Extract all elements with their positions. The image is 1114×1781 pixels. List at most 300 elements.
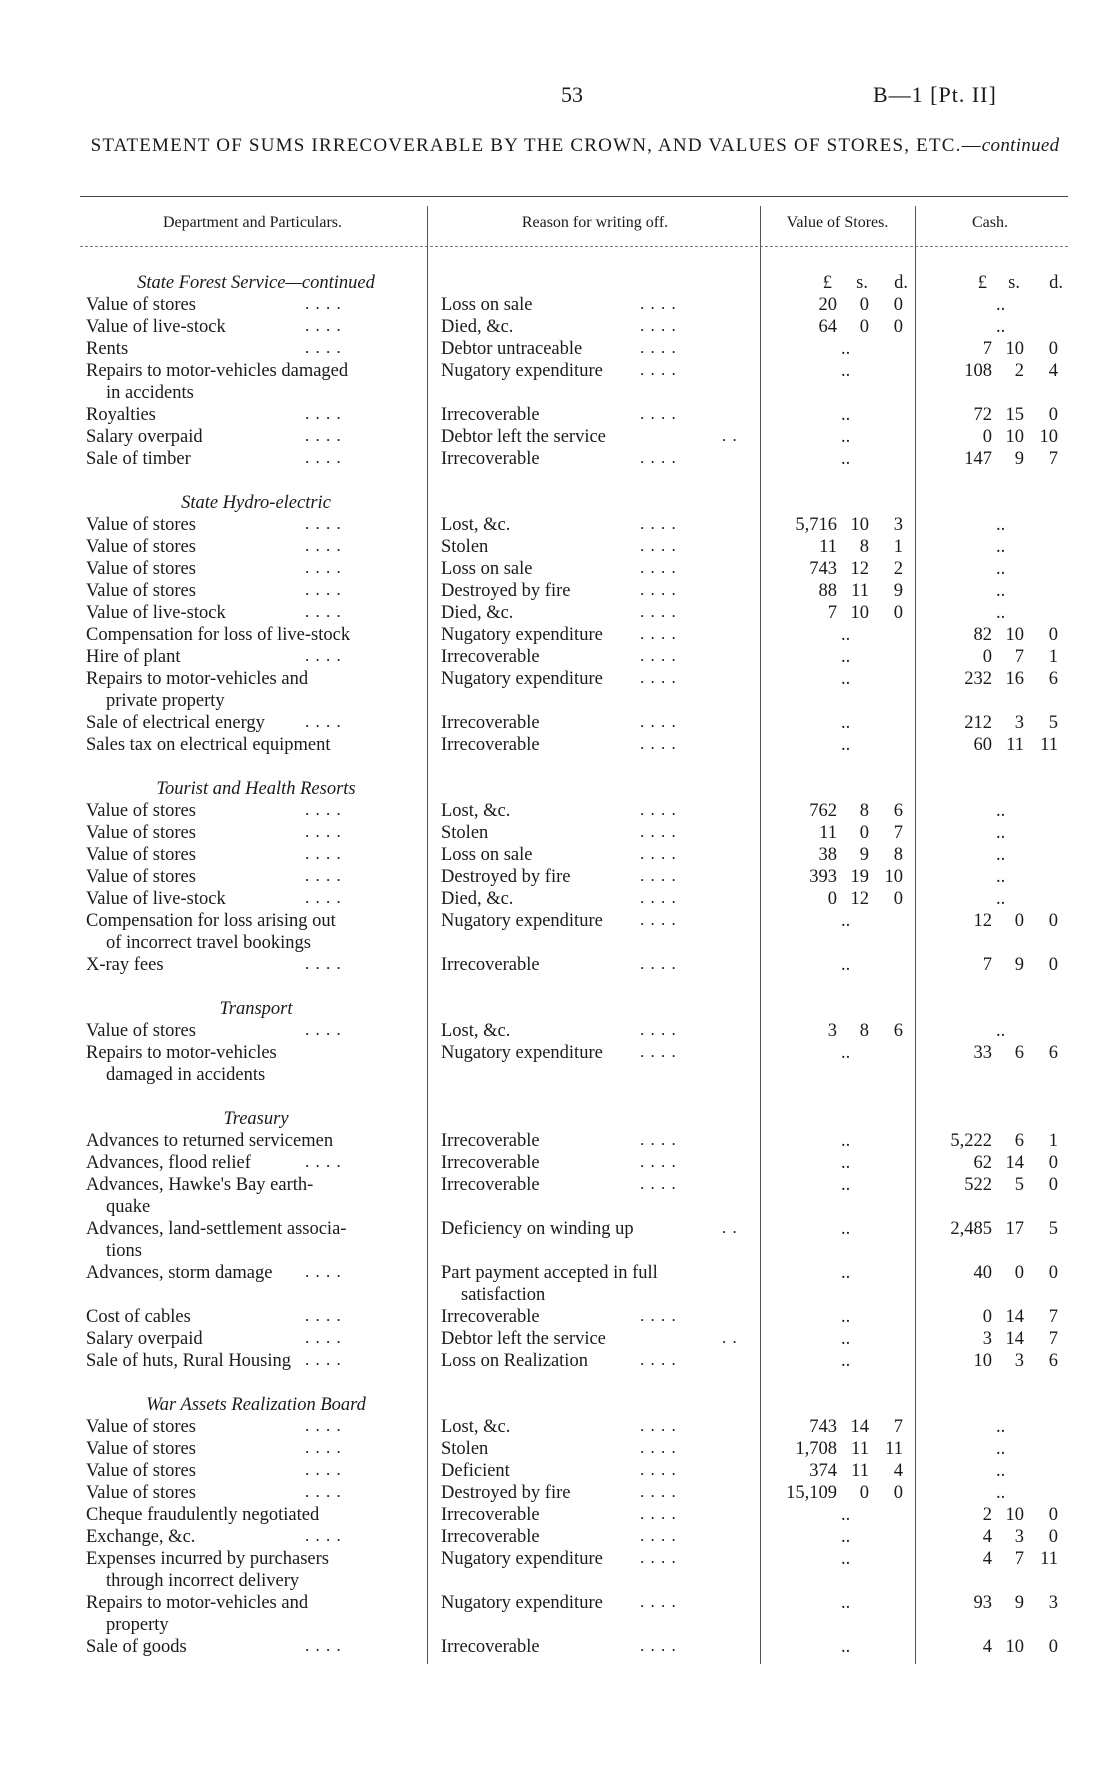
cash-pence: 0 [1048, 339, 1058, 359]
leader-dots: . . . . [305, 646, 342, 665]
stores-shillings: 19 [850, 867, 869, 887]
row-particulars: Value of live-stock [86, 889, 226, 909]
stores-pence-unit: d. [894, 273, 908, 293]
row-reason: Irrecoverable [441, 713, 540, 733]
cash-pounds: 147 [964, 449, 992, 469]
stores-pounds: 762 [809, 801, 837, 821]
row-reason: Destroyed by fire [441, 867, 571, 887]
section-heading: State Hydro-electric [181, 493, 331, 513]
stores-pounds: 393 [809, 867, 837, 887]
stores-pounds: 88 [818, 581, 837, 601]
stores-pounds: 374 [809, 1461, 837, 1481]
leader-dots: . . . . [305, 404, 342, 423]
row-particulars: Value of stores [86, 537, 196, 557]
leader-dots: . . . . [640, 624, 677, 643]
stores-pence: 0 [893, 1483, 903, 1503]
row-reason: Nugatory expenditure [441, 911, 603, 931]
header-bottom-rule [80, 246, 1068, 247]
stores-empty: .. [841, 647, 851, 667]
row-particulars: Repairs to motor-vehicles and [86, 1593, 309, 1613]
cash-shillings: 2 [1014, 361, 1024, 381]
stores-pounds: 743 [809, 1417, 837, 1437]
row-reason: Irrecoverable [441, 1175, 540, 1195]
stores-empty: .. [841, 1527, 851, 1547]
cash-pounds: 12 [973, 911, 992, 931]
row-particulars: Expenses incurred by purchasers [86, 1549, 329, 1569]
cash-pence: 6 [1048, 669, 1058, 689]
leader-dots: . . . . [305, 844, 342, 863]
cash-shillings: 14 [1005, 1329, 1024, 1349]
cash-empty: .. [996, 845, 1006, 865]
leader-dots: . . . . [640, 1306, 677, 1325]
stores-pence: 0 [893, 295, 903, 315]
cash-pence: 5 [1048, 713, 1058, 733]
row-reason: Loss on sale [441, 845, 533, 865]
cash-pounds: 82 [973, 625, 992, 645]
cash-shillings: 14 [1005, 1307, 1024, 1327]
row-reason-continued: satisfaction [461, 1285, 546, 1305]
cash-pence: 0 [1048, 405, 1058, 425]
leader-dots: . . . . [640, 1548, 677, 1567]
leader-dots: . . . . [305, 1526, 342, 1545]
stores-shillings: 12 [850, 559, 869, 579]
leader-dots: . . . . [640, 1152, 677, 1171]
cash-empty: .. [996, 537, 1006, 557]
cash-shillings: 10 [1005, 427, 1024, 447]
row-reason: Debtor untraceable [441, 339, 583, 359]
row-particulars-continued: of incorrect travel bookings [106, 933, 311, 953]
stores-pounds: 15,109 [786, 1483, 837, 1503]
leader-dots: . . . . [305, 1482, 342, 1501]
leader-dots: . . . . [640, 536, 677, 555]
cash-shillings: 3 [1014, 1351, 1024, 1371]
statement-title [80, 135, 1070, 157]
stores-pence: 0 [893, 317, 903, 337]
stores-pounds: 0 [827, 889, 837, 909]
row-particulars: Advances to returned servicemen [86, 1131, 334, 1151]
stores-pence: 0 [893, 603, 903, 623]
row-reason: Irrecoverable [441, 449, 540, 469]
row-particulars: Value of stores [86, 823, 196, 843]
cash-pounds: 522 [964, 1175, 992, 1195]
row-particulars: Advances, land-settlement associa- [86, 1219, 347, 1239]
leader-dots: . . . . [305, 1306, 342, 1325]
leader-dots: . . . . [640, 1020, 677, 1039]
row-reason: Nugatory expenditure [441, 1593, 603, 1613]
cash-pounds: 232 [964, 669, 992, 689]
stores-empty: .. [841, 1131, 851, 1151]
leader-dots: . . . . [640, 558, 677, 577]
stores-pence: 10 [884, 867, 903, 887]
stores-pence: 7 [893, 1417, 903, 1437]
cash-pounds: 7 [982, 955, 992, 975]
leader-dots: . . . . [640, 1350, 677, 1369]
leader-dots: . . . . [640, 954, 677, 973]
stores-shillings: 11 [851, 1461, 869, 1481]
cash-pounds: 60 [973, 735, 992, 755]
row-particulars: Compensation for loss arising out [86, 911, 336, 931]
stores-empty: .. [841, 713, 851, 733]
cash-shillings: 3 [1014, 713, 1024, 733]
row-particulars: Salary overpaid [86, 427, 203, 447]
section-heading: War Assets Realization Board [146, 1395, 366, 1415]
row-particulars-continued: private property [106, 691, 225, 711]
row-particulars-continued: property [106, 1615, 169, 1635]
row-reason: Nugatory expenditure [441, 1043, 603, 1063]
leader-dots: . . . . [640, 1460, 677, 1479]
stores-pence: 0 [893, 889, 903, 909]
leader-dots: . . . . [640, 712, 677, 731]
cash-shillings: 10 [1005, 1505, 1024, 1525]
column-header-reason: Reason for writing off. [521, 214, 669, 231]
stores-shillings: 12 [850, 889, 869, 909]
stores-empty: .. [841, 339, 851, 359]
leader-dots: . . . . [305, 338, 342, 357]
cash-empty: .. [996, 1417, 1006, 1437]
cash-pence: 6 [1048, 1043, 1058, 1063]
stores-empty: .. [841, 911, 851, 931]
cash-empty: .. [996, 1439, 1006, 1459]
cash-pounds: 72 [973, 405, 992, 425]
row-reason: Stolen [441, 537, 489, 557]
statement-title-continued: continued [981, 135, 1060, 156]
leader-dots: . . . . [640, 448, 677, 467]
row-reason: Stolen [441, 823, 489, 843]
leader-dots: . . [722, 426, 738, 445]
row-particulars: Royalties [86, 405, 156, 425]
leader-dots: . . . . [640, 294, 677, 313]
row-particulars: Salary overpaid [86, 1329, 203, 1349]
stores-shillings: 0 [859, 823, 869, 843]
cash-shillings: 3 [1014, 1527, 1024, 1547]
cash-pounds: 2 [982, 1505, 992, 1525]
cash-shillings: 14 [1005, 1153, 1024, 1173]
row-particulars-continued: through incorrect delivery [106, 1571, 300, 1591]
row-particulars: Cost of cables [86, 1307, 191, 1327]
cash-shillings: 7 [1014, 1549, 1024, 1569]
leader-dots: . . . . [305, 1438, 342, 1457]
stores-empty: .. [841, 427, 851, 447]
leader-dots: . . . . [640, 844, 677, 863]
row-particulars: Repairs to motor-vehicles damaged [86, 361, 349, 381]
stores-pence: 2 [893, 559, 903, 579]
cash-pence: 6 [1048, 1351, 1058, 1371]
leader-dots: . . . . [305, 602, 342, 621]
leader-dots: . . . . [640, 1042, 677, 1061]
cash-shillings: 0 [1014, 1263, 1024, 1283]
cash-pence: 0 [1048, 1505, 1058, 1525]
cash-pounds: 33 [973, 1043, 992, 1063]
row-particulars: Value of stores [86, 1461, 196, 1481]
cash-shilling-unit: s. [1008, 273, 1020, 293]
row-particulars: Value of stores [86, 515, 196, 535]
leader-dots: . . . . [305, 866, 342, 885]
cash-shillings: 10 [1005, 1637, 1024, 1657]
leader-dots: . . . . [305, 1350, 342, 1369]
leader-dots: . . . . [305, 1152, 342, 1171]
document-reference: B—1 [Pt. II] [873, 82, 997, 107]
leader-dots: . . . . [640, 602, 677, 621]
cash-shillings: 9 [1014, 449, 1024, 469]
stores-pounds: 743 [809, 559, 837, 579]
row-particulars: Value of live-stock [86, 317, 226, 337]
cash-shillings: 17 [1005, 1219, 1024, 1239]
row-particulars: Value of live-stock [86, 603, 226, 623]
cash-empty: .. [996, 1461, 1006, 1481]
cash-empty: .. [996, 295, 1006, 315]
row-reason: Lost, &c. [441, 515, 511, 535]
leader-dots: . . . . [640, 1636, 677, 1655]
row-particulars: Sale of timber [86, 449, 191, 469]
leader-dots: . . . . [640, 1592, 677, 1611]
row-particulars: X-ray fees [86, 955, 164, 975]
leader-dots: . . . . [640, 514, 677, 533]
cash-pence: 11 [1040, 1549, 1058, 1569]
row-particulars-continued: in accidents [106, 383, 194, 403]
leader-dots: . . . . [305, 514, 342, 533]
page-number: 53 [561, 82, 583, 107]
cash-pence: 3 [1048, 1593, 1058, 1613]
cash-shillings: 10 [1005, 625, 1024, 645]
section-heading: Treasury [223, 1109, 289, 1129]
cash-empty: .. [996, 1483, 1006, 1503]
row-reason: Lost, &c. [441, 1021, 511, 1041]
row-particulars: Hire of plant [86, 647, 181, 667]
cash-pence: 4 [1048, 361, 1058, 381]
row-reason: Irrecoverable [441, 955, 540, 975]
leader-dots: . . . . [305, 1020, 342, 1039]
row-particulars: Value of stores [86, 581, 196, 601]
cash-empty: .. [996, 1021, 1006, 1041]
stores-shillings: 0 [859, 1483, 869, 1503]
row-particulars: Sale of electrical energy [86, 713, 265, 733]
leader-dots: . . . . [640, 1130, 677, 1149]
cash-empty: .. [996, 867, 1006, 887]
cash-shillings: 15 [1005, 405, 1024, 425]
row-particulars: Value of stores [86, 1417, 196, 1437]
row-reason: Irrecoverable [441, 1527, 540, 1547]
column-header-particulars: Department and Particulars. [162, 214, 343, 231]
cash-shillings: 9 [1014, 1593, 1024, 1613]
stores-empty: .. [841, 1263, 851, 1283]
cash-pence: 7 [1048, 449, 1058, 469]
cash-shillings: 5 [1014, 1175, 1024, 1195]
row-reason: Irrecoverable [441, 1307, 540, 1327]
row-reason: Deficient [441, 1461, 510, 1481]
stores-shillings: 9 [859, 845, 869, 865]
row-reason: Irrecoverable [441, 735, 540, 755]
row-reason: Destroyed by fire [441, 581, 571, 601]
column-header-cash: Cash. [972, 214, 1008, 231]
stores-pounds: 3 [827, 1021, 837, 1041]
stores-empty: .. [841, 1637, 851, 1657]
leader-dots: . . . . [640, 800, 677, 819]
leader-dots: . . . . [640, 888, 677, 907]
stores-empty: .. [841, 1175, 851, 1195]
row-reason: Nugatory expenditure [441, 361, 603, 381]
cash-pence: 0 [1048, 1263, 1058, 1283]
row-reason: Debtor left the service [441, 1329, 606, 1349]
stores-empty: .. [841, 1329, 851, 1349]
stores-shillings: 10 [850, 603, 869, 623]
stores-shillings: 10 [850, 515, 869, 535]
stores-pounds: 7 [827, 603, 837, 623]
cash-shillings: 9 [1014, 955, 1024, 975]
cash-pence: 10 [1039, 427, 1058, 447]
row-reason: Loss on sale [441, 559, 533, 579]
stores-pence: 8 [893, 845, 903, 865]
cash-pound-unit: £ [977, 273, 987, 293]
stores-empty: .. [841, 735, 851, 755]
row-particulars: Repairs to motor-vehicles [86, 1043, 277, 1063]
leader-dots: . . . . [305, 712, 342, 731]
stores-empty: .. [841, 1505, 851, 1525]
row-particulars: Advances, Hawke's Bay earth- [86, 1175, 314, 1195]
stores-pounds: 11 [819, 537, 837, 557]
row-reason: Lost, &c. [441, 801, 511, 821]
row-particulars: Sale of goods [86, 1637, 187, 1657]
cash-empty: .. [996, 603, 1006, 623]
cash-pounds: 0 [982, 647, 992, 667]
cash-pounds: 4 [982, 1549, 992, 1569]
stores-empty: .. [841, 1593, 851, 1613]
leader-dots: . . . . [305, 1328, 342, 1347]
cash-pence: 1 [1048, 1131, 1058, 1151]
cash-shillings: 10 [1005, 339, 1024, 359]
row-reason: Loss on Realization [441, 1351, 588, 1371]
leader-dots: . . . . [640, 404, 677, 423]
row-reason: Died, &c. [441, 317, 514, 337]
row-particulars: Value of stores [86, 867, 196, 887]
stores-pounds: 20 [818, 295, 837, 315]
leader-dots: . . . . [305, 1262, 342, 1281]
leader-dots: . . . . [640, 866, 677, 885]
stores-pounds: 5,716 [795, 515, 837, 535]
leader-dots: . . . . [640, 1482, 677, 1501]
row-particulars: Sales tax on electrical equipment [86, 735, 331, 755]
row-reason: Nugatory expenditure [441, 1549, 603, 1569]
stores-pounds: 1,708 [795, 1439, 837, 1459]
row-reason: Debtor left the service [441, 427, 606, 447]
leader-dots: . . . . [640, 360, 677, 379]
stores-pence: 6 [893, 801, 903, 821]
row-particulars: Value of stores [86, 559, 196, 579]
row-particulars: Advances, flood relief [86, 1153, 251, 1173]
row-particulars: Exchange, &c. [86, 1527, 196, 1547]
stores-shillings: 8 [859, 537, 869, 557]
stores-pounds: 64 [818, 317, 837, 337]
row-reason: Died, &c. [441, 889, 514, 909]
cash-pounds: 0 [982, 1307, 992, 1327]
cash-pence-unit: d. [1049, 273, 1063, 293]
leader-dots: . . . . [305, 316, 342, 335]
cash-pounds: 93 [973, 1593, 992, 1613]
row-particulars: Compensation for loss of live-stock [86, 625, 351, 645]
row-particulars: Sale of huts, Rural Housing [86, 1351, 292, 1371]
stores-empty: .. [841, 625, 851, 645]
column-divider [760, 206, 761, 1664]
stores-shillings: 11 [851, 581, 869, 601]
cash-pounds: 0 [982, 427, 992, 447]
cash-pounds: 2,485 [950, 1219, 992, 1239]
row-reason: Destroyed by fire [441, 1483, 571, 1503]
stores-empty: .. [841, 361, 851, 381]
row-reason: Lost, &c. [441, 1417, 511, 1437]
row-particulars: Rents [86, 339, 129, 359]
stores-empty: .. [841, 669, 851, 689]
stores-pence: 7 [893, 823, 903, 843]
cash-empty: .. [996, 889, 1006, 909]
leader-dots: . . . . [640, 734, 677, 753]
leader-dots: . . . . [640, 822, 677, 841]
row-reason: Part payment accepted in full [441, 1263, 658, 1283]
cash-empty: .. [996, 515, 1006, 535]
stores-empty: .. [841, 1351, 851, 1371]
leader-dots: . . . . [305, 800, 342, 819]
leader-dots: . . . . [305, 580, 342, 599]
row-particulars: Value of stores [86, 801, 196, 821]
stores-empty: .. [841, 405, 851, 425]
stores-empty: .. [841, 449, 851, 469]
cash-pence: 11 [1040, 735, 1058, 755]
stores-shillings: 8 [859, 801, 869, 821]
row-reason: Loss on sale [441, 295, 533, 315]
column-header-stores: Value of Stores. [786, 214, 889, 231]
cash-pence: 5 [1048, 1219, 1058, 1239]
row-particulars: Value of stores [86, 845, 196, 865]
table-top-rule [80, 196, 1068, 197]
cash-shillings: 7 [1014, 647, 1024, 667]
leader-dots: . . . . [305, 1460, 342, 1479]
leader-dots: . . . . [640, 668, 677, 687]
stores-empty: .. [841, 1549, 851, 1569]
stores-pence: 4 [893, 1461, 903, 1481]
cash-pounds: 3 [982, 1329, 992, 1349]
row-particulars-continued: quake [106, 1197, 151, 1217]
stores-empty: .. [841, 1219, 851, 1239]
row-particulars: Advances, storm damage [86, 1263, 273, 1283]
section-heading: Tourist and Health Resorts [156, 779, 356, 799]
leader-dots: . . . . [640, 1438, 677, 1457]
stores-pence: 1 [893, 537, 903, 557]
stores-empty: .. [841, 1307, 851, 1327]
leader-dots: . . . . [640, 1416, 677, 1435]
cash-empty: .. [996, 581, 1006, 601]
leader-dots: . . . . [640, 1526, 677, 1545]
stores-pounds: 38 [818, 845, 837, 865]
cash-shillings: 0 [1014, 911, 1024, 931]
cash-pounds: 5,222 [950, 1131, 992, 1151]
cash-pence: 0 [1048, 1175, 1058, 1195]
leader-dots: . . [722, 1328, 738, 1347]
row-reason: Died, &c. [441, 603, 514, 623]
cash-pounds: 7 [982, 339, 992, 359]
row-particulars-continued: tions [106, 1241, 142, 1261]
leader-dots: . . . . [640, 316, 677, 335]
leader-dots: . . [722, 1218, 738, 1237]
leader-dots: . . . . [305, 294, 342, 313]
column-divider [427, 206, 428, 1664]
row-reason: Irrecoverable [441, 405, 540, 425]
row-reason: Irrecoverable [441, 1505, 540, 1525]
row-reason: Irrecoverable [441, 1153, 540, 1173]
row-reason: Stolen [441, 1439, 489, 1459]
leader-dots: . . . . [305, 558, 342, 577]
stores-pence: 9 [893, 581, 903, 601]
cash-pounds: 212 [964, 713, 992, 733]
cash-pence: 0 [1048, 911, 1058, 931]
cash-pence: 0 [1048, 1527, 1058, 1547]
